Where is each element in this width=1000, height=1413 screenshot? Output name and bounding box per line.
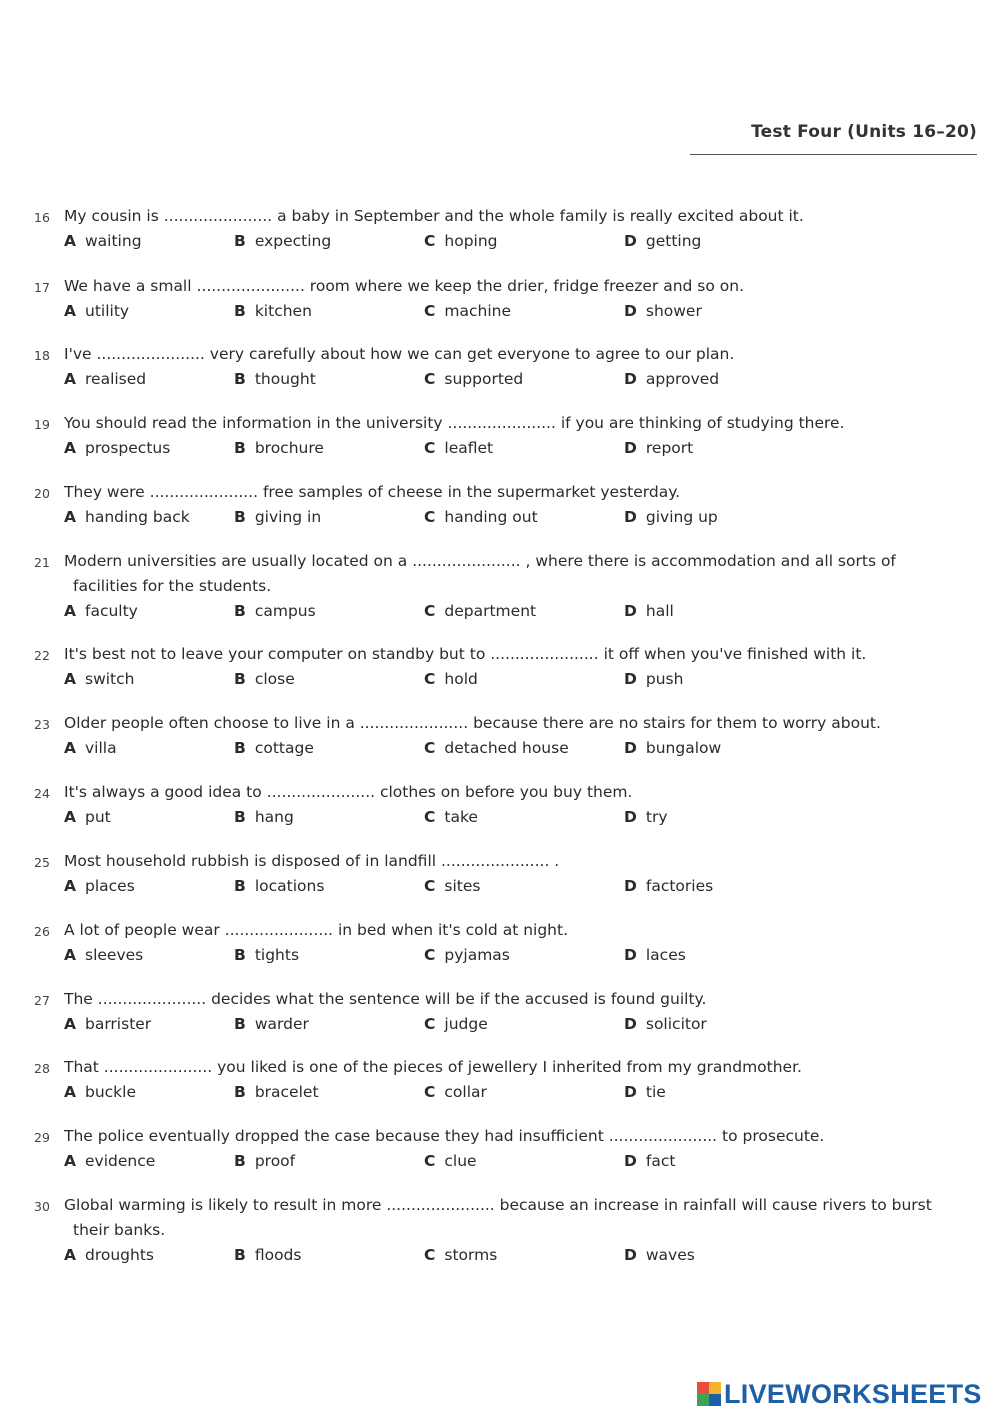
- question-stem-line: [34, 1193, 984, 1218]
- option-text: realised: [85, 370, 147, 388]
- option-text: barrister: [85, 1015, 152, 1033]
- question-text: My cousin is ...................... a baby in September and the whole family is really excited about it.: [64, 207, 804, 225]
- option-text: detached house: [444, 739, 569, 757]
- question-stem-line: [34, 1055, 984, 1080]
- question-stem-line: [34, 342, 984, 367]
- option-letter: A: [64, 508, 76, 526]
- option-b[interactable]: [234, 299, 312, 324]
- option-text: leaflet: [444, 439, 494, 457]
- option-letter: C: [424, 739, 436, 757]
- option-a[interactable]: [64, 667, 134, 692]
- question-29: [34, 1124, 984, 1174]
- option-text: factories: [645, 877, 714, 895]
- option-a[interactable]: [64, 1149, 155, 1174]
- question-23: [34, 711, 984, 761]
- option-text: sleeves: [85, 946, 144, 964]
- question-16: [34, 204, 984, 254]
- option-letter: C: [424, 808, 436, 826]
- option-letter: D: [624, 670, 637, 688]
- question-number: 21: [34, 555, 50, 570]
- question-21: [34, 549, 984, 624]
- answer-options: [34, 1012, 984, 1037]
- question-text: You should read the information in the university ...................... if you are thinking of studying there.: [64, 414, 845, 432]
- option-letter: D: [624, 946, 637, 964]
- option-letter: B: [234, 877, 246, 895]
- question-text: Modern universities are usually located on a ...................... , where there is accommodation and all sorts of: [64, 552, 896, 570]
- question-stem-line: [34, 549, 984, 574]
- question-text: their banks.: [73, 1221, 166, 1239]
- option-c[interactable]: [424, 436, 493, 461]
- question-stem-line: [34, 274, 984, 299]
- option-b[interactable]: [234, 736, 314, 761]
- option-a[interactable]: [64, 1243, 154, 1268]
- option-text: evidence: [85, 1152, 156, 1170]
- question-stem-line: [34, 642, 984, 667]
- question-text: Most household rubbish is disposed of in landfill ...................... .: [64, 852, 560, 870]
- option-c[interactable]: [424, 874, 480, 899]
- option-d[interactable]: [624, 1149, 675, 1174]
- option-a[interactable]: [64, 229, 142, 254]
- option-text: bracelet: [254, 1083, 319, 1101]
- option-text: places: [85, 877, 135, 895]
- option-letter: C: [424, 877, 436, 895]
- question-text: We have a small ...................... room where we keep the drier, fridge freezer and so on.: [64, 277, 745, 295]
- option-text: tights: [254, 946, 300, 964]
- question-stem-line: [34, 849, 984, 874]
- question-text: It's best not to leave your computer on standby but to ...................... it off when you've finished with it.: [64, 645, 867, 663]
- option-d[interactable]: [624, 1012, 707, 1037]
- option-letter: A: [64, 670, 76, 688]
- option-text: giving in: [254, 508, 322, 526]
- question-25: [34, 849, 984, 899]
- option-text: pyjamas: [444, 946, 510, 964]
- option-letter: C: [424, 302, 436, 320]
- option-text: close: [254, 670, 295, 688]
- option-letter: D: [624, 370, 637, 388]
- question-text: facilities for the students.: [73, 577, 272, 595]
- question-number: 23: [34, 717, 50, 732]
- option-letter: D: [624, 877, 637, 895]
- question-text: Older people often choose to live in a ...................... because there are no stairs for them to worry about.: [64, 714, 881, 732]
- question-number: 17: [34, 280, 50, 295]
- option-d[interactable]: [624, 229, 701, 254]
- option-letter: C: [424, 1152, 436, 1170]
- option-d[interactable]: [624, 736, 721, 761]
- option-letter: A: [64, 302, 76, 320]
- option-letter: B: [234, 1246, 246, 1264]
- option-letter: B: [234, 302, 246, 320]
- option-text: buckle: [85, 1083, 137, 1101]
- option-c[interactable]: [424, 1012, 488, 1037]
- option-letter: B: [234, 602, 246, 620]
- option-text: fact: [645, 1152, 676, 1170]
- option-a[interactable]: [64, 367, 146, 392]
- option-text: hold: [444, 670, 478, 688]
- option-b[interactable]: [234, 1012, 309, 1037]
- option-d[interactable]: [624, 667, 683, 692]
- option-d[interactable]: [624, 805, 668, 830]
- option-text: hall: [645, 602, 674, 620]
- option-letter: B: [234, 439, 246, 457]
- answer-options: [34, 599, 984, 624]
- question-stem-line: [34, 574, 984, 599]
- option-c[interactable]: [424, 599, 536, 624]
- option-text: giving up: [645, 508, 718, 526]
- option-d[interactable]: [624, 1080, 666, 1105]
- question-number: 24: [34, 786, 50, 801]
- option-text: locations: [254, 877, 325, 895]
- option-letter: D: [624, 808, 637, 826]
- option-letter: A: [64, 946, 76, 964]
- option-text: solicitor: [645, 1015, 707, 1033]
- option-text: put: [85, 808, 111, 826]
- option-b[interactable]: [234, 599, 316, 624]
- question-text: Global warming is likely to result in more ...................... because an increase in rainfall will cause rivers to burst: [64, 1196, 932, 1214]
- option-text: warder: [254, 1015, 309, 1033]
- option-letter: A: [64, 232, 76, 250]
- answer-options: [34, 667, 984, 692]
- option-letter: D: [624, 739, 637, 757]
- option-text: proof: [254, 1152, 296, 1170]
- option-d[interactable]: [624, 299, 702, 324]
- option-text: waves: [645, 1246, 695, 1264]
- option-text: clue: [444, 1152, 477, 1170]
- question-20: [34, 480, 984, 530]
- option-letter: C: [424, 439, 436, 457]
- option-text: floods: [254, 1246, 302, 1264]
- header-rule: [690, 154, 977, 155]
- option-letter: D: [624, 232, 637, 250]
- option-b[interactable]: [234, 1080, 319, 1105]
- question-number: 28: [34, 1061, 50, 1076]
- question-text: The ...................... decides what the sentence will be if the accused is found guilty.: [64, 990, 707, 1008]
- question-number: 30: [34, 1199, 50, 1214]
- option-a[interactable]: [64, 1080, 136, 1105]
- option-d[interactable]: [624, 943, 686, 968]
- option-b[interactable]: [234, 436, 324, 461]
- option-a[interactable]: [64, 599, 138, 624]
- option-text: handing back: [85, 508, 190, 526]
- option-letter: A: [64, 370, 76, 388]
- option-letter: D: [624, 439, 637, 457]
- option-b[interactable]: [234, 1149, 295, 1174]
- option-letter: C: [424, 670, 436, 688]
- option-text: bungalow: [645, 739, 722, 757]
- option-text: judge: [444, 1015, 488, 1033]
- option-text: approved: [645, 370, 720, 388]
- question-text: The police eventually dropped the case because they had insufficient ...................... to prosecute.: [64, 1127, 825, 1145]
- option-text: droughts: [85, 1246, 154, 1264]
- option-d[interactable]: [624, 1243, 695, 1268]
- option-letter: B: [234, 1152, 246, 1170]
- option-d[interactable]: [624, 874, 713, 899]
- option-text: handing out: [444, 508, 538, 526]
- option-text: hoping: [444, 232, 498, 250]
- question-text: That ...................... you liked is one of the pieces of jewellery I inherited from my grandmother.: [64, 1058, 802, 1076]
- option-text: switch: [85, 670, 135, 688]
- option-letter: A: [64, 808, 76, 826]
- option-text: collar: [444, 1083, 487, 1101]
- answer-options: [34, 229, 984, 254]
- question-text: I've ...................... very carefully about how we can get everyone to agree to our plan.: [64, 345, 735, 363]
- option-letter: A: [64, 1015, 76, 1033]
- option-text: laces: [645, 946, 686, 964]
- option-c[interactable]: [424, 505, 538, 530]
- question-text: A lot of people wear ...................... in bed when it's cold at night.: [64, 921, 568, 939]
- question-number: 16: [34, 210, 50, 225]
- option-b[interactable]: [234, 505, 321, 530]
- option-text: kitchen: [254, 302, 312, 320]
- option-letter: B: [234, 1083, 246, 1101]
- option-c[interactable]: [424, 736, 569, 761]
- answer-options: [34, 805, 984, 830]
- question-stem-line: [34, 987, 984, 1012]
- answer-options: [34, 299, 984, 324]
- option-letter: C: [424, 1015, 436, 1033]
- option-b[interactable]: [234, 367, 316, 392]
- question-number: 20: [34, 486, 50, 501]
- option-c[interactable]: [424, 1149, 477, 1174]
- option-text: try: [645, 808, 668, 826]
- question-stem-line: [34, 780, 984, 805]
- option-letter: D: [624, 1152, 637, 1170]
- option-text: storms: [444, 1246, 498, 1264]
- question-number: 27: [34, 993, 50, 1008]
- option-text: report: [645, 439, 694, 457]
- option-letter: A: [64, 602, 76, 620]
- option-c[interactable]: [424, 367, 523, 392]
- option-text: villa: [85, 739, 117, 757]
- answer-options: [34, 505, 984, 530]
- option-b[interactable]: [234, 229, 331, 254]
- question-number: 19: [34, 417, 50, 432]
- option-text: supported: [444, 370, 524, 388]
- option-text: take: [444, 808, 478, 826]
- option-letter: A: [64, 439, 76, 457]
- option-b[interactable]: [234, 805, 294, 830]
- option-a[interactable]: [64, 736, 117, 761]
- answer-options: [34, 943, 984, 968]
- answer-options: [34, 736, 984, 761]
- option-letter: A: [64, 877, 76, 895]
- option-letter: D: [624, 302, 637, 320]
- option-letter: B: [234, 739, 246, 757]
- option-letter: D: [624, 1246, 637, 1264]
- question-27: [34, 987, 984, 1037]
- option-text: thought: [254, 370, 316, 388]
- question-17: [34, 274, 984, 324]
- option-a[interactable]: [64, 943, 143, 968]
- option-letter: A: [64, 1152, 76, 1170]
- question-22: [34, 642, 984, 692]
- option-text: campus: [254, 602, 316, 620]
- answer-options: [34, 874, 984, 899]
- option-letter: D: [624, 1015, 637, 1033]
- answer-options: [34, 1243, 984, 1268]
- option-text: faculty: [85, 602, 138, 620]
- liveworksheets-logo-icon: [697, 1382, 721, 1406]
- question-stem-line: [34, 918, 984, 943]
- option-text: waiting: [85, 232, 142, 250]
- option-letter: D: [624, 602, 637, 620]
- option-text: shower: [645, 302, 702, 320]
- option-text: prospectus: [85, 439, 171, 457]
- option-text: cottage: [254, 739, 314, 757]
- answer-options: [34, 1149, 984, 1174]
- liveworksheets-wordmark: LIVEWORKSHEETS: [724, 1378, 982, 1409]
- option-c[interactable]: [424, 299, 511, 324]
- option-letter: B: [234, 808, 246, 826]
- option-letter: D: [624, 508, 637, 526]
- question-stem-line: [34, 411, 984, 436]
- option-letter: D: [624, 1083, 637, 1101]
- option-text: push: [645, 670, 684, 688]
- option-letter: A: [64, 739, 76, 757]
- option-c[interactable]: [424, 667, 478, 692]
- option-letter: C: [424, 946, 436, 964]
- option-a[interactable]: [64, 505, 190, 530]
- option-letter: B: [234, 670, 246, 688]
- question-number: 29: [34, 1130, 50, 1145]
- option-d[interactable]: [624, 367, 719, 392]
- option-c[interactable]: [424, 805, 478, 830]
- option-text: getting: [645, 232, 702, 250]
- question-24: [34, 780, 984, 830]
- option-a[interactable]: [64, 1012, 151, 1037]
- question-number: 26: [34, 924, 50, 939]
- option-b[interactable]: [234, 943, 299, 968]
- question-26: [34, 918, 984, 968]
- option-c[interactable]: [424, 1243, 497, 1268]
- option-c[interactable]: [424, 1080, 487, 1105]
- question-number: 22: [34, 648, 50, 663]
- question-stem-line: [34, 711, 984, 736]
- option-a[interactable]: [64, 436, 170, 461]
- option-text: utility: [85, 302, 130, 320]
- option-letter: B: [234, 370, 246, 388]
- question-stem-line: [34, 1124, 984, 1149]
- option-a[interactable]: [64, 299, 129, 324]
- liveworksheets-logo: [697, 1377, 982, 1411]
- option-letter: B: [234, 232, 246, 250]
- answer-options: [34, 367, 984, 392]
- question-number: 18: [34, 348, 50, 363]
- question-28: [34, 1055, 984, 1105]
- question-19: [34, 411, 984, 461]
- answer-options: [34, 436, 984, 461]
- option-letter: C: [424, 1246, 436, 1264]
- option-text: expecting: [254, 232, 332, 250]
- option-letter: B: [234, 1015, 246, 1033]
- option-text: machine: [444, 302, 511, 320]
- option-d[interactable]: [624, 505, 718, 530]
- option-text: tie: [645, 1083, 666, 1101]
- option-letter: B: [234, 508, 246, 526]
- question-number: 25: [34, 855, 50, 870]
- option-d[interactable]: [624, 599, 674, 624]
- option-text: sites: [444, 877, 481, 895]
- option-d[interactable]: [624, 436, 693, 461]
- option-letter: C: [424, 232, 436, 250]
- option-text: brochure: [254, 439, 324, 457]
- question-stem-line: [34, 204, 984, 229]
- option-text: hang: [254, 808, 294, 826]
- option-letter: A: [64, 1246, 76, 1264]
- answer-options: [34, 1080, 984, 1105]
- option-b[interactable]: [234, 874, 324, 899]
- option-letter: B: [234, 946, 246, 964]
- option-letter: C: [424, 370, 436, 388]
- option-letter: A: [64, 1083, 76, 1101]
- option-text: department: [444, 602, 537, 620]
- question-text: It's always a good idea to ...................... clothes on before you buy them.: [64, 783, 633, 801]
- page-header-title: Test Four (Units 16–20): [751, 122, 977, 142]
- option-c[interactable]: [424, 229, 498, 254]
- option-a[interactable]: [64, 874, 135, 899]
- option-b[interactable]: [234, 667, 295, 692]
- option-a[interactable]: [64, 805, 111, 830]
- question-text: They were ...................... free samples of cheese in the supermarket yesterday.: [64, 483, 681, 501]
- option-b[interactable]: [234, 1243, 301, 1268]
- option-letter: C: [424, 602, 436, 620]
- option-c[interactable]: [424, 943, 510, 968]
- option-letter: C: [424, 1083, 436, 1101]
- question-stem-line: [34, 480, 984, 505]
- question-stem-line: [34, 1218, 984, 1243]
- question-18: [34, 342, 984, 392]
- option-letter: C: [424, 508, 436, 526]
- question-30: [34, 1193, 984, 1268]
